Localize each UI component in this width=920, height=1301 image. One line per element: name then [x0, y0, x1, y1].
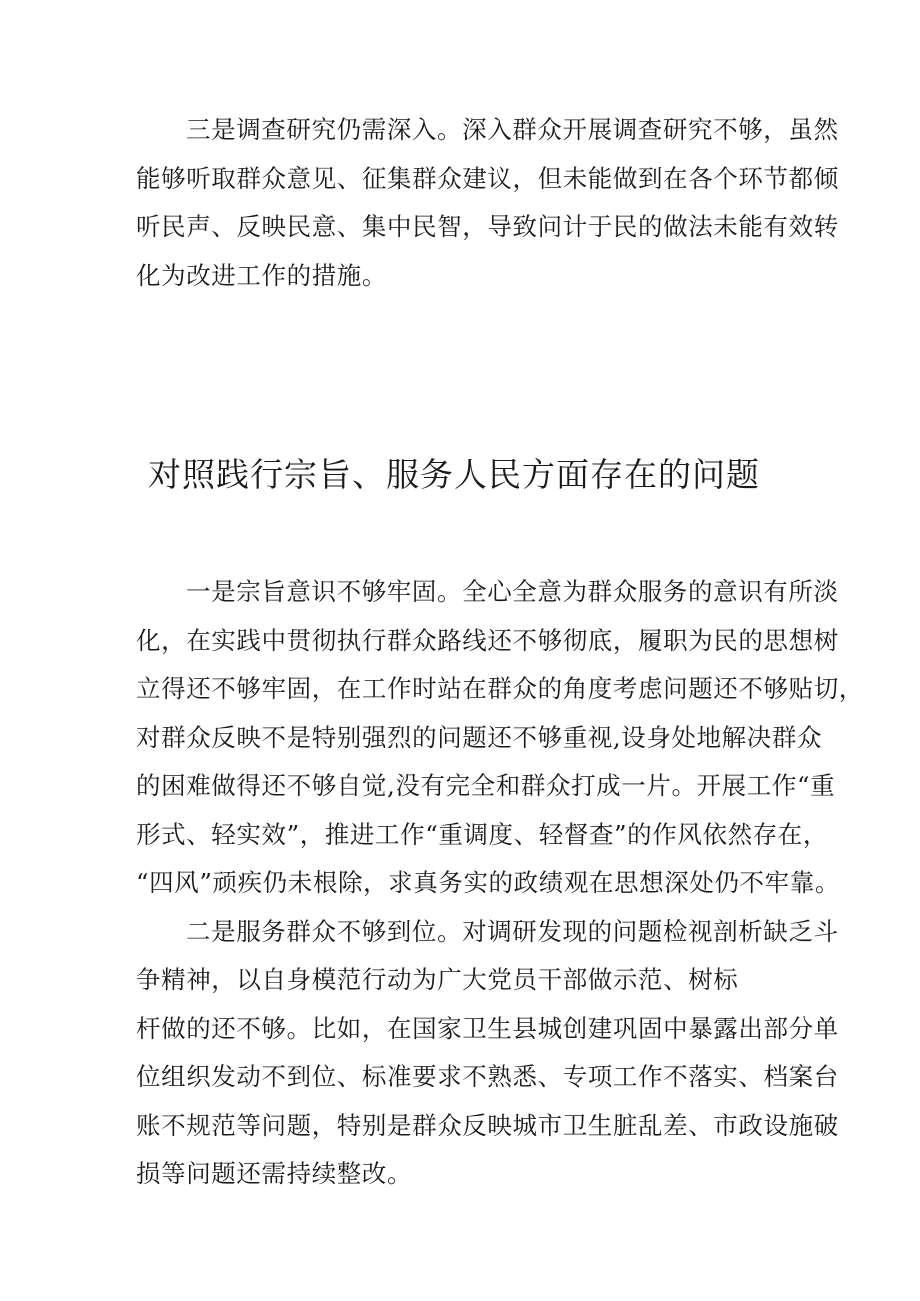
text-line: 能够听取群众意见、征集群众建议，但未能做到在各个环节都倾	[136, 163, 839, 193]
text-line: 位组织发动不到位、标准要求不熟悉、专项工作不落实、档案台	[136, 1062, 839, 1091]
text-line: 化为改进工作的措施。	[136, 260, 387, 290]
paragraph-research	[136, 106, 839, 300]
text-line: 杆做的还不够。比如，在国家卫生县城创建巩固中暴露出部分单	[136, 1013, 839, 1043]
text-line: 的困难做得还不够自觉,没有完全和群众打成一片。开展工作“重	[136, 771, 836, 800]
text-line: 账不规范等问题，特别是群众反映城市卫生脏乱差、市政设施破	[136, 1110, 839, 1140]
text-line: 形式、轻实效”，推进工作“重调度、轻督查”的作风依然存在，	[136, 819, 828, 849]
text-line: 立得还不够牢固，在工作时站在群众的角度考虑问题还不够贴切，	[136, 674, 864, 703]
text-line: 对群众反映不是特别强烈的问题还不够重视,设身处地解决群众	[136, 722, 823, 752]
text-line: 三是调查研究仍需深入。深入群众开展调查研究不够，虽然	[186, 115, 839, 144]
text-line: “四风”顽疾仍未根除，求真务实的政绩观在思想深处仍不牢靠。	[136, 868, 840, 897]
paragraph-purpose	[136, 568, 864, 1199]
text-line: 争精神，以自身模范行动为广大党员干部做示范、树标	[136, 965, 739, 994]
section-heading: 对照践行宗旨、服务人民方面存在的问题	[148, 455, 760, 494]
text-line: 听民声、反映民意、集中民智，导致问计于民的做法未能有效转	[136, 212, 839, 241]
text-line: 二是服务群众不够到位。对调研发现的问题检视剖析缺乏斗	[186, 916, 839, 946]
text-line: 化，在实践中贯彻执行群众路线还不够彻底，履职为民的思想树	[136, 625, 839, 655]
text-line: 一是宗旨意识不够牢固。全心全意为群众服务的意识有所淡	[186, 577, 839, 606]
text-line: 损等问题还需持续整改。	[136, 1159, 413, 1188]
